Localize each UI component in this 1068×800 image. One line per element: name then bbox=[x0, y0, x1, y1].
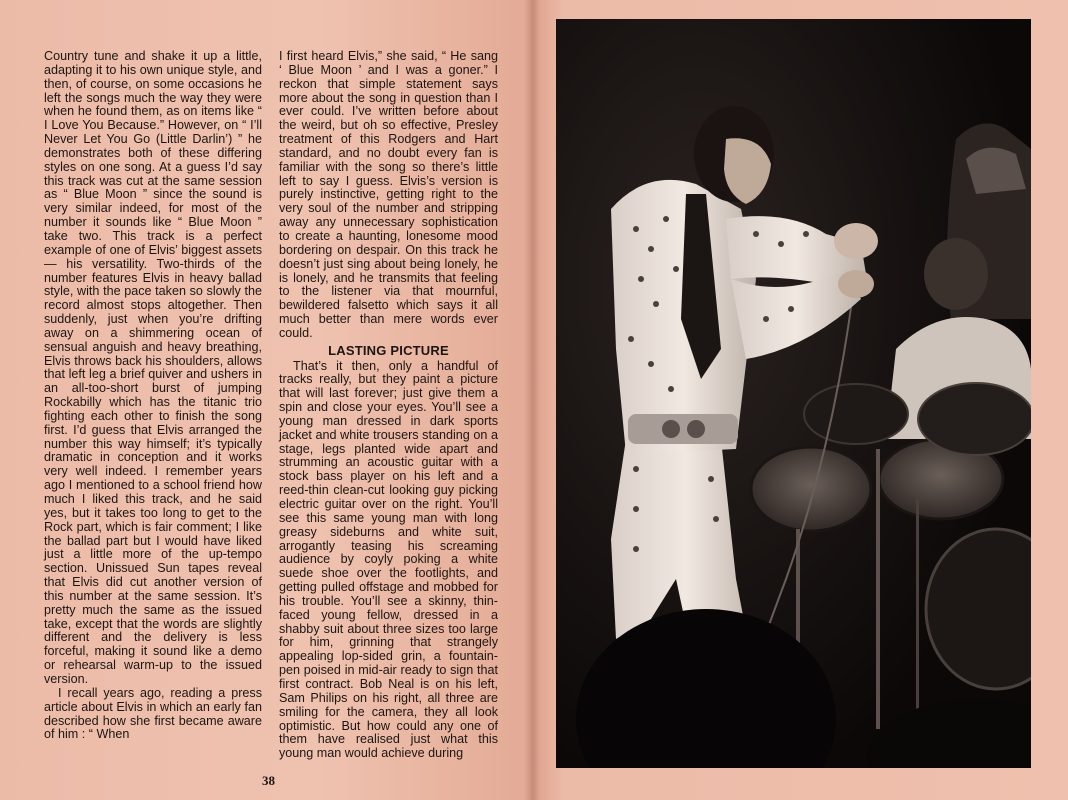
paragraph: Country tune and shake it up a little, adapting it to his own unique style, and then, of course, on some occasions he left the songs much the way they were when he found them, as on items like “ I Love You Because.” However, on “ I’ll Never Let You Go (Little Darlin’) ” he demonstrates both of these differing styles on one song. At a guess I’d say this track was cut at the same session as “ Blue Moon ” since the sound is very similar indeed, for most of the number it sounds like “ Blue Moon ” take two. This track is a perfect example of one of Elvis’ biggest assets — his versatility. Two-thirds of the number features Elvis in heavy ballad style, with the pace taken so slowly the record almost stops altogether. Then suddenly, just when you’re drifting away on a shimmering ocean of sensual anguish and heavy breathing, Elvis throws back his shoulders, allows that left leg a brief quiver and ushers in an all-too-short burst of jumping Rockabilly which has the titanic trio fighting each other to finish the song first. I’d guess that Elvis arranged the number this way himself; it’s typically dramatic in conception and it works very well indeed. I remember years ago I mentioned to a school friend how much I liked this track, and he said yes, but it takes too long to get to the Rock part, which is fair comment; I like the ballad part but I would have liked just a little more of the up-tempo section. Unissued Sun tapes reveal that Elvis did cut another version of this number at the same session. It’s pretty much the same as the issued take, except that the words are slightly different and the delivery is less forceful, making it sound like a demo or rehearsal warm-up to the issued version. bbox=[44, 49, 262, 686]
page-number: 38 bbox=[262, 773, 275, 788]
section-heading: LASTING PICTURE bbox=[328, 342, 449, 358]
paragraph: I recall years ago, reading a press article about Elvis in which an early fan described how she first became aware of him : “ When bbox=[44, 685, 262, 742]
binding-gutter bbox=[524, 0, 540, 800]
performer-on-stage-image bbox=[556, 19, 1031, 768]
article-column-right bbox=[279, 50, 498, 761]
concert-photograph bbox=[556, 19, 1031, 768]
article-column-left bbox=[44, 50, 262, 742]
paragraph: I first heard Elvis,” she said, “ He sang ‘ Blue Moon ’ and I was a goner.” I reckon that simple statement says more about the song in question than I ever could. I’ve written before about the weird, but oh so effective, Presley treatment of this Rodgers and Hart standard, and no doubt every fan is familiar with the song so there’s little left to say I guess. Elvis’s version is purely instinctive, getting right to the very soul of the number and stripping away any unnecessary sophistication to create a haunting, lonesome mood bordering on despair. On this track he doesn’t just sing about being lonely, he is lonely, and he transmits that feeling to the listener via that mournful, bewildered falsetto which says it all much better than mere words ever could. bbox=[279, 49, 498, 340]
paragraph: That’s it then, only a handful of tracks really, but they paint a picture that will last forever; just give them a spin and close your eyes. You’ll see a young man dressed in dark sports jacket and white trousers standing on a stage, legs planted wide apart and strumming an acoustic guitar with a stock bass player on his left and a reed-thin clean-cut looking guy picking electric guitar over on the right. You’ll see this same young man with long greasy sideburns and white suit, arrogantly teasing his screaming audience by coyly poking a white suede shoe over the footlights, and getting pulled offstage and mobbed for his trouble. You’ll see a skinny, thin-faced young fellow, dressed in a shabby suit about three sizes too large for him, grinning that strangely appealing lop-sided grin, a fountain-pen poised in mid-air ready to sign that first contract. Bob Neal is on his left, Sam Philips on his right, all three are smiling for the camera, they all look optimistic. But how could any one of them have realised just what this young man would achieve during bbox=[279, 358, 498, 761]
left-page bbox=[0, 0, 532, 800]
